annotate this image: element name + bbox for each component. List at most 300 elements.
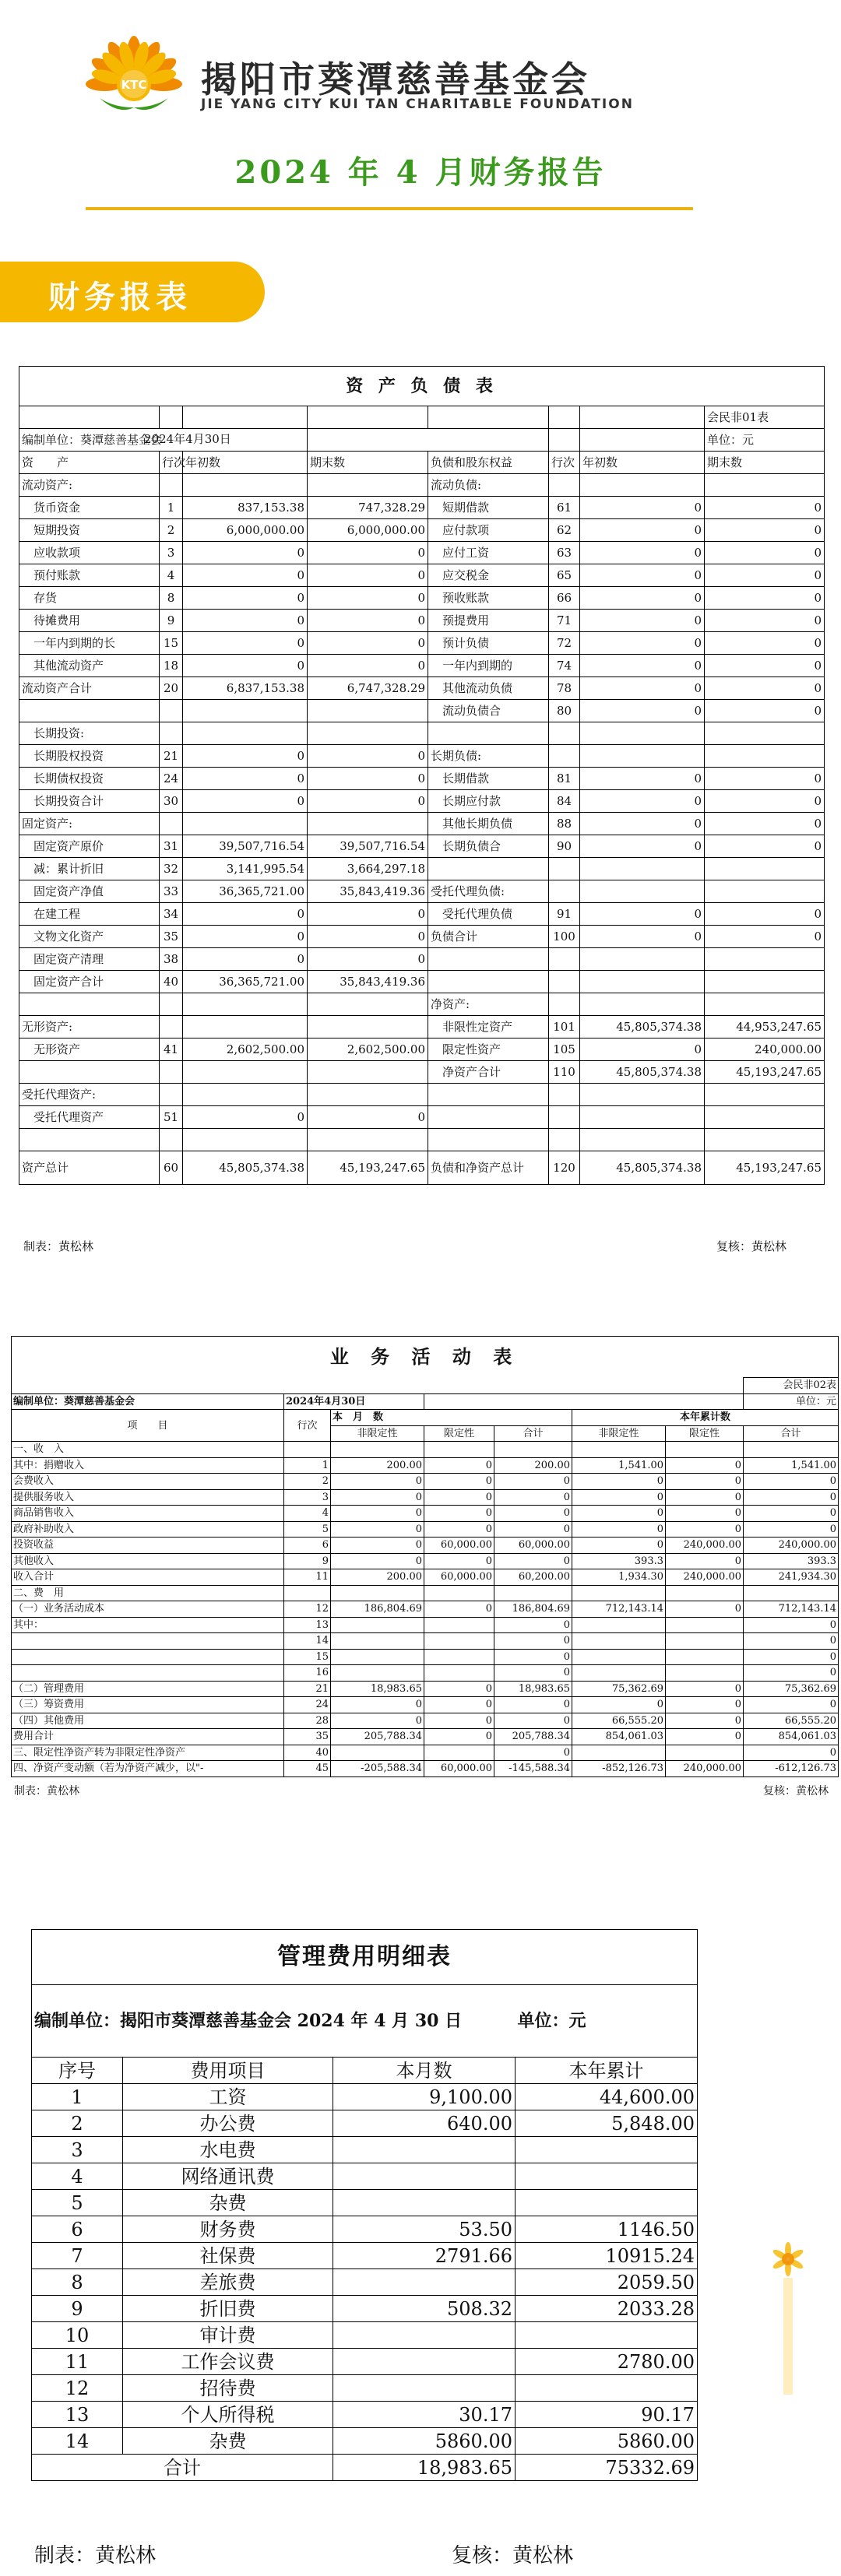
table-cell [308, 722, 428, 745]
table-cell: 71 [549, 610, 580, 632]
header-cell: 合计 [744, 1425, 839, 1442]
table-cell: 81 [549, 768, 580, 790]
table-cell: 1 [284, 1457, 331, 1474]
table-cell: 15 [160, 632, 183, 655]
table-cell: 28 [284, 1713, 331, 1729]
table-cell: 21 [284, 1681, 331, 1697]
table-cell: 72 [549, 632, 580, 655]
table-row [19, 835, 825, 858]
table-cell [333, 2375, 516, 2402]
table-cell: 9 [160, 610, 183, 632]
table-cell [308, 700, 428, 722]
table-cell: 41 [160, 1038, 183, 1061]
sunflower-logo-icon [78, 31, 195, 140]
table-cell: 0 [331, 1697, 424, 1713]
table-cell [572, 1442, 666, 1458]
table-cell: （四）其他费用 [12, 1713, 284, 1729]
table-cell: 0 [308, 768, 428, 790]
table-cell [308, 1129, 428, 1151]
table-cell: 6,000,000.00 [183, 519, 308, 542]
admin-expense-table [31, 1929, 698, 2481]
total-cell: 负债和净资产总计 [428, 1151, 549, 1185]
table-cell: 0 [580, 768, 705, 790]
table-cell: 38 [160, 948, 183, 971]
table-cell [424, 1745, 494, 1761]
table-cell: 66,555.20 [572, 1713, 666, 1729]
table-cell: 应付款项 [428, 519, 549, 542]
table-cell: 0 [494, 1745, 572, 1761]
balance-sheet-form-code: 会民非01表 [705, 406, 825, 429]
table-row [12, 1521, 839, 1538]
balance-sheet-title: 资 产 负 债 表 [19, 367, 825, 406]
table-cell: 0 [308, 926, 428, 948]
table-cell: 0 [494, 1713, 572, 1729]
table-cell: 3,141,995.54 [183, 858, 308, 880]
table-cell: 0 [744, 1474, 839, 1490]
table-row [12, 1697, 839, 1713]
table-row [12, 1538, 839, 1554]
table-cell: 0 [705, 926, 825, 948]
table-cell: 53.50 [333, 2216, 516, 2243]
table-cell: 0 [494, 1665, 572, 1682]
table-cell: 35 [284, 1729, 331, 1745]
total-cell: 60 [160, 1151, 183, 1185]
table-cell [424, 1617, 494, 1633]
table-cell: 0 [580, 519, 705, 542]
table-cell: 205,788.34 [331, 1729, 424, 1745]
table-cell [549, 722, 580, 745]
header-cell: 行次 [284, 1410, 331, 1442]
header-cell: 限定性 [666, 1425, 744, 1442]
table-cell: 0 [331, 1474, 424, 1490]
activity-date: 2024年4月30日 [284, 1393, 424, 1410]
table-cell: 640.00 [333, 2110, 516, 2137]
table-cell: 长期应付款 [428, 790, 549, 813]
total-cell: 120 [549, 1151, 580, 1185]
table-cell [333, 2322, 516, 2349]
table-row [12, 1681, 839, 1697]
table-cell: 2 [160, 519, 183, 542]
table-cell [331, 1442, 424, 1458]
table-cell: 10915.24 [516, 2243, 698, 2269]
total-cell: 资产总计 [19, 1151, 160, 1185]
table-cell: 水电费 [123, 2137, 333, 2163]
table-cell: 39,507,716.54 [308, 835, 428, 858]
table-cell: 35 [160, 926, 183, 948]
table-cell: 政府补助收入 [12, 1521, 284, 1538]
table-cell: 100 [549, 926, 580, 948]
table-cell: -852,126.73 [572, 1761, 666, 1777]
table-cell: 9 [32, 2296, 123, 2322]
table-cell: 21 [160, 745, 183, 768]
table-cell [160, 1061, 183, 1084]
header-cell: 负债和股东权益 [428, 452, 549, 474]
table-cell: 240,000.00 [705, 1038, 825, 1061]
table-cell [424, 1633, 494, 1650]
table-cell: 0 [580, 1038, 705, 1061]
table-cell: 折旧费 [123, 2296, 333, 2322]
table-cell: 44,953,247.65 [705, 1016, 825, 1038]
table-cell [19, 700, 160, 722]
table-cell: 13 [284, 1617, 331, 1633]
table-cell: 0 [308, 1106, 428, 1129]
table-row [19, 519, 825, 542]
table-cell [549, 948, 580, 971]
table-cell: 0 [183, 587, 308, 610]
table-row [32, 2216, 698, 2243]
table-cell: 0 [183, 745, 308, 768]
side-watermark-logo [772, 2242, 804, 2406]
table-cell: 393.3 [744, 1553, 839, 1569]
table-cell [705, 948, 825, 971]
table-cell: 508.32 [333, 2296, 516, 2322]
table-cell: 66 [549, 587, 580, 610]
table-cell: 0 [666, 1506, 744, 1522]
table-cell: -612,126.73 [744, 1761, 839, 1777]
table-row [12, 1649, 839, 1665]
activity-statement-table [11, 1336, 839, 1777]
balance-sheet-currency: 单位：元 [705, 429, 825, 452]
table-cell: 文物文化资产 [19, 926, 160, 948]
table-cell: 45,805,374.38 [580, 1016, 705, 1038]
table-cell: 工资 [123, 2084, 333, 2110]
table-cell [705, 880, 825, 903]
table-cell: 0 [424, 1681, 494, 1697]
table-cell: 0 [580, 790, 705, 813]
table-cell: 0 [705, 768, 825, 790]
table-row [19, 1129, 825, 1151]
header-cell: 本月数 [333, 2058, 516, 2084]
table-cell: （一）业务活动成本 [12, 1601, 284, 1618]
table-cell: 一、收 入 [12, 1442, 284, 1458]
report-title: 2024 年 4 月财务报告 [234, 154, 607, 191]
table-cell: 60,000.00 [424, 1569, 494, 1586]
balance-sheet-date: 2024年4月30日 [144, 432, 231, 446]
table-cell: 应交税金 [428, 564, 549, 587]
table-cell: 0 [331, 1553, 424, 1569]
table-cell [424, 1649, 494, 1665]
table-cell [516, 2322, 698, 2349]
table-cell [308, 1061, 428, 1084]
table-row [19, 700, 825, 722]
table-cell: 0 [580, 926, 705, 948]
table-cell: 0 [183, 768, 308, 790]
table-cell: 18,983.65 [494, 1681, 572, 1697]
table-cell: 固定资产净值 [19, 880, 160, 903]
total-cell: 45,193,247.65 [705, 1151, 825, 1185]
table-cell [666, 1745, 744, 1761]
table-cell: 商品销售收入 [12, 1506, 284, 1522]
table-cell: 0 [572, 1538, 666, 1554]
table-cell: 60,000.00 [424, 1538, 494, 1554]
table-cell: 流动资产合计 [19, 677, 160, 700]
table-cell [308, 813, 428, 835]
table-cell: 44,600.00 [516, 2084, 698, 2110]
table-cell [705, 858, 825, 880]
table-cell: 0 [580, 610, 705, 632]
balance-sheet-reviewed-by: 复核：黄松林 [716, 1239, 787, 1253]
table-cell [428, 1129, 549, 1151]
table-cell [705, 474, 825, 497]
table-row [12, 1457, 839, 1474]
table-cell: 12 [32, 2375, 123, 2402]
table-row [19, 677, 825, 700]
table-cell: 0 [494, 1506, 572, 1522]
table-cell: 0 [331, 1521, 424, 1538]
admin-expense-prepared-by: 制表：黄松林 [34, 2544, 157, 2567]
table-cell: 6,837,153.38 [183, 677, 308, 700]
table-cell: 投资收益 [12, 1538, 284, 1554]
table-cell: 31 [160, 835, 183, 858]
table-cell: 0 [494, 1617, 572, 1633]
header-cell: 资 产 [19, 452, 160, 474]
table-cell: 应收款项 [19, 542, 160, 564]
table-cell: 90 [549, 835, 580, 858]
table-cell [428, 722, 549, 745]
table-cell: 0 [705, 655, 825, 677]
table-cell [160, 993, 183, 1016]
table-cell [183, 700, 308, 722]
header-cell: 合计 [494, 1425, 572, 1442]
table-cell: 101 [549, 1016, 580, 1038]
table-cell: 其中：捐赠收入 [12, 1457, 284, 1474]
table-cell: 0 [705, 610, 825, 632]
table-cell: 0 [308, 655, 428, 677]
org-name-en: JIE YANG CITY KUI TAN CHARITABLE FOUNDATION [201, 97, 634, 112]
table-cell: 45,805,374.38 [580, 1061, 705, 1084]
table-cell [331, 1665, 424, 1682]
table-cell: 14 [32, 2428, 123, 2455]
table-cell [549, 993, 580, 1016]
table-cell: 0 [572, 1506, 666, 1522]
total-cell: 75332.69 [516, 2455, 698, 2481]
table-cell: 非限性定资产 [428, 1016, 549, 1038]
table-cell: （三）筹资费用 [12, 1697, 284, 1713]
table-cell: 四、净资产变动额（若为净资产减少，以"- [12, 1761, 284, 1777]
table-cell [424, 1585, 494, 1601]
table-cell [12, 1633, 284, 1650]
table-cell [549, 474, 580, 497]
table-cell [705, 971, 825, 993]
table-cell [160, 1016, 183, 1038]
table-cell: 0 [666, 1601, 744, 1618]
table-row [32, 2084, 698, 2110]
table-row [32, 2296, 698, 2322]
table-cell: 收入合计 [12, 1569, 284, 1586]
table-cell: 30.17 [333, 2402, 516, 2428]
table-cell: 净资产: [428, 993, 549, 1016]
table-row [32, 2243, 698, 2269]
header-cell: 限定性 [424, 1425, 494, 1442]
table-cell [549, 858, 580, 880]
table-row [32, 2322, 698, 2349]
table-cell: 0 [744, 1745, 839, 1761]
table-cell: 6,000,000.00 [308, 519, 428, 542]
table-row [12, 1713, 839, 1729]
table-cell [705, 1084, 825, 1106]
table-row [12, 1729, 839, 1745]
table-cell [705, 745, 825, 768]
table-cell: 65 [549, 564, 580, 587]
table-cell [666, 1585, 744, 1601]
table-cell: 11 [32, 2349, 123, 2375]
table-cell: 33 [160, 880, 183, 903]
table-cell: 84 [549, 790, 580, 813]
table-row [19, 497, 825, 519]
table-cell: 0 [705, 587, 825, 610]
table-cell: 240,000.00 [666, 1569, 744, 1586]
table-cell: 0 [705, 497, 825, 519]
table-cell: 0 [494, 1633, 572, 1650]
table-cell: 0 [572, 1474, 666, 1490]
table-row [32, 2190, 698, 2216]
table-row [19, 564, 825, 587]
table-cell: 0 [424, 1474, 494, 1490]
table-cell [516, 2190, 698, 2216]
total-cell: 18,983.65 [333, 2455, 516, 2481]
table-cell: 固定资产原价 [19, 835, 160, 858]
table-cell [705, 722, 825, 745]
balance-sheet-prepared-by: 制表：黄松林 [23, 1239, 94, 1253]
total-cell: 45,193,247.65 [308, 1151, 428, 1185]
table-cell: 60,000.00 [494, 1538, 572, 1554]
table-cell: 200.00 [331, 1457, 424, 1474]
table-cell: 0 [705, 519, 825, 542]
table-cell: 24 [284, 1697, 331, 1713]
table-cell: 14 [284, 1633, 331, 1650]
table-cell [12, 1649, 284, 1665]
table-cell: 8 [32, 2269, 123, 2296]
table-cell [333, 2349, 516, 2375]
table-cell: 0 [424, 1489, 494, 1506]
table-row [19, 790, 825, 813]
table-row [19, 926, 825, 948]
header-cell: 期末数 [308, 452, 428, 474]
balance-sheet-total-row [19, 1151, 825, 1185]
table-cell: 0 [580, 903, 705, 926]
table-cell [331, 1745, 424, 1761]
table-cell [572, 1633, 666, 1650]
table-cell [333, 2137, 516, 2163]
table-cell [572, 1585, 666, 1601]
table-cell: 0 [308, 632, 428, 655]
table-cell: 杂费 [123, 2428, 333, 2455]
table-cell: 240,000.00 [666, 1538, 744, 1554]
table-cell: 18,983.65 [331, 1681, 424, 1697]
table-cell: 0 [183, 948, 308, 971]
table-cell: 90.17 [516, 2402, 698, 2428]
table-row [12, 1569, 839, 1586]
table-cell: 63 [549, 542, 580, 564]
table-cell [744, 1585, 839, 1601]
table-cell: 二、费 用 [12, 1585, 284, 1601]
table-cell: 1,934.30 [572, 1569, 666, 1586]
table-cell: 0 [705, 564, 825, 587]
table-cell [308, 474, 428, 497]
header-cell: 本年累计数 [572, 1410, 839, 1426]
table-cell: 0 [744, 1697, 839, 1713]
table-cell: 0 [494, 1489, 572, 1506]
table-cell: 0 [331, 1506, 424, 1522]
table-cell [183, 1129, 308, 1151]
total-cell: 45,805,374.38 [580, 1151, 705, 1185]
table-cell: 0 [744, 1489, 839, 1506]
table-cell: 105 [549, 1038, 580, 1061]
table-cell: 会费收入 [12, 1474, 284, 1490]
table-cell: 0 [572, 1489, 666, 1506]
table-cell: 0 [424, 1457, 494, 1474]
table-cell: 长期负债合 [428, 835, 549, 858]
table-row [12, 1601, 839, 1618]
table-cell [331, 1585, 424, 1601]
total-cell: 合计 [32, 2455, 333, 2481]
table-cell [580, 971, 705, 993]
title-divider [86, 207, 693, 210]
table-cell [424, 1442, 494, 1458]
admin-expense-title: 管理费用明细表 [32, 1930, 698, 1985]
table-cell: 5 [32, 2190, 123, 2216]
table-cell: 0 [494, 1697, 572, 1713]
table-cell [666, 1665, 744, 1682]
table-row [19, 632, 825, 655]
table-cell: 241,934.30 [744, 1569, 839, 1586]
table-cell: 0 [308, 903, 428, 926]
table-cell [183, 1016, 308, 1038]
table-cell [580, 722, 705, 745]
table-cell: 0 [580, 835, 705, 858]
table-cell: 0 [580, 813, 705, 835]
table-cell: 62 [549, 519, 580, 542]
table-cell: 流动资产: [19, 474, 160, 497]
table-row [32, 2349, 698, 2375]
balance-sheet-header-row [19, 452, 825, 474]
header-cell: 行次 [160, 452, 183, 474]
table-cell: 0 [666, 1553, 744, 1569]
table-cell: 0 [705, 790, 825, 813]
table-cell: 240,000.00 [744, 1538, 839, 1554]
table-cell: 45 [284, 1761, 331, 1777]
table-cell: 0 [580, 632, 705, 655]
table-row [19, 993, 825, 1016]
table-row [12, 1633, 839, 1650]
table-cell: 预付账款 [19, 564, 160, 587]
table-cell: 受托代理资产 [19, 1106, 160, 1129]
table-cell: 5860.00 [516, 2428, 698, 2455]
table-cell [549, 971, 580, 993]
table-cell: 0 [331, 1713, 424, 1729]
table-cell [183, 1061, 308, 1084]
table-row [19, 655, 825, 677]
table-cell: 固定资产合计 [19, 971, 160, 993]
table-cell: 0 [424, 1601, 494, 1618]
table-row [12, 1745, 839, 1761]
table-cell [705, 1106, 825, 1129]
table-cell: 0 [183, 655, 308, 677]
table-cell: 51 [160, 1106, 183, 1129]
table-cell: -145,588.34 [494, 1761, 572, 1777]
table-cell: 13 [32, 2402, 123, 2428]
table-cell [333, 2190, 516, 2216]
table-cell: 受托代理负债 [428, 903, 549, 926]
table-cell [284, 1585, 331, 1601]
activity-form-code: 会民非02表 [744, 1378, 839, 1394]
table-cell: 15 [284, 1649, 331, 1665]
table-cell [549, 1129, 580, 1151]
table-cell: 0 [705, 700, 825, 722]
admin-expense-currency: 单位：元 [516, 1985, 698, 2058]
table-cell: 2 [32, 2110, 123, 2137]
table-cell: 0 [308, 790, 428, 813]
